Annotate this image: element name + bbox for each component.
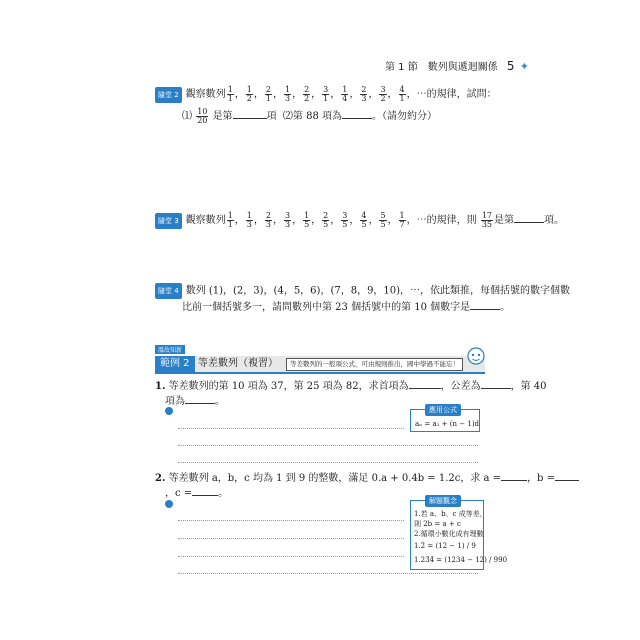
separator: ，	[272, 215, 283, 226]
denominator: 5	[323, 220, 329, 229]
question-text: 等差數列 a，b，c 均為 1 到 9 的整數，滿足 0.a + 0.4b = 1.2c，求 a =	[168, 473, 502, 484]
numerator: 3	[380, 85, 386, 94]
separator: ，	[330, 215, 341, 226]
section-title: 第 1 節 數列與遞迴關係	[385, 62, 498, 73]
answer-blank[interactable]	[514, 212, 544, 223]
example-2	[155, 470, 579, 486]
question-end: 項。	[544, 215, 564, 226]
denominator: 1	[227, 94, 233, 103]
fraction: $\frac{17}{35}$	[481, 211, 492, 229]
denominator: 2	[380, 94, 386, 103]
numerator: 4	[399, 85, 405, 94]
separator: ，	[234, 89, 245, 100]
answer-line	[178, 428, 404, 429]
question-text: ，b =	[527, 473, 556, 484]
answer-blank[interactable]	[481, 378, 511, 389]
denominator: 7	[399, 220, 405, 229]
numerator: 2	[323, 211, 329, 220]
numerator: 4	[361, 211, 367, 220]
part-2-text: ⑵第 88 項為	[282, 111, 343, 122]
part-1-end: 項	[266, 111, 277, 122]
question-tag: 隨堂 2	[155, 87, 182, 103]
numerator: 3	[342, 211, 348, 220]
answer-line	[178, 445, 478, 446]
separator: ，	[368, 89, 379, 100]
part-1-text: 是第	[212, 111, 233, 122]
answer-line	[178, 538, 404, 539]
denominator: 2	[246, 94, 252, 103]
answer-blank[interactable]	[185, 393, 215, 404]
numerator: 1	[304, 211, 310, 220]
question-line-1: 數列 (1)，(2，3)，(4，5，6)，(7，8，9，10)，⋯，依此類推，每個括號的數字個數	[185, 285, 571, 297]
fraction	[322, 212, 329, 229]
separator: ，	[368, 215, 379, 226]
numerator: 2	[265, 85, 271, 94]
question-text: ，第 40	[510, 381, 547, 392]
fraction	[246, 86, 253, 103]
denominator: 5	[342, 220, 348, 229]
fraction	[379, 86, 386, 103]
question-tail: ，⋯的規律，試問：	[406, 89, 497, 100]
answer-line	[178, 520, 404, 521]
question-lead: 觀察數列	[185, 89, 226, 100]
fraction	[341, 86, 348, 103]
numerator: 5	[380, 211, 386, 220]
tip-line: 則 2b = a + c	[414, 520, 461, 528]
fraction-sequence	[226, 211, 407, 229]
denominator: 3	[265, 220, 271, 229]
answer-blank[interactable]	[470, 299, 500, 310]
fraction	[379, 212, 386, 229]
formula: aₙ = a₁ + (n − 1)d	[415, 420, 480, 428]
fraction	[265, 86, 272, 103]
answer-blank[interactable]	[342, 108, 372, 119]
question-end: 。	[218, 488, 229, 499]
fraction	[246, 212, 253, 229]
answer-line	[178, 462, 478, 463]
numerator: 2	[304, 85, 310, 94]
numerator: 1	[399, 211, 405, 220]
example-title: 等差數列（複習）	[198, 358, 278, 369]
denominator: 3	[246, 220, 252, 229]
fraction	[360, 212, 367, 229]
numerator: 1	[227, 85, 233, 94]
question-2	[155, 86, 497, 103]
item-number: 1.	[155, 381, 166, 392]
question-end: 。	[500, 302, 511, 313]
fraction	[284, 212, 291, 229]
numerator: 1	[227, 211, 233, 220]
tips-box	[410, 497, 508, 570]
example-1-line-2	[165, 393, 225, 409]
fraction	[303, 212, 310, 229]
fraction	[265, 212, 272, 229]
question-line-2: 比前一個括號多一，請問數列中第 23 個括號中的第 10 個數字是	[182, 302, 471, 313]
fraction	[360, 86, 367, 103]
page-header	[385, 58, 529, 73]
question-lead: 觀察數列	[185, 215, 226, 226]
numerator: 1	[246, 85, 252, 94]
separator: ，	[234, 215, 245, 226]
formula-box	[410, 406, 480, 432]
question-text: 等差數列的第 10 項為 37，第 25 項為 82，求首項為	[168, 381, 409, 392]
fraction-sequence	[226, 85, 407, 103]
question-2-parts	[182, 108, 437, 125]
formula-box-title: 應用公式	[425, 404, 461, 416]
separator: ，	[387, 89, 398, 100]
tips-box-title: 解題觀念	[425, 495, 461, 507]
star-icon: ✦	[519, 60, 529, 73]
question-tail: ，⋯的規律，則	[406, 215, 477, 226]
denominator: 4	[342, 94, 348, 103]
separator: ，	[311, 89, 322, 100]
denominator: 1	[399, 94, 405, 103]
denominator: 5	[304, 220, 310, 229]
item-number: 2.	[155, 473, 166, 484]
answer-blank[interactable]	[192, 485, 218, 496]
tip-line: 2.循環小數化成有理數	[414, 530, 484, 538]
question-tag: 隨堂 4	[155, 283, 182, 299]
fraction	[341, 212, 348, 229]
denominator: 1	[265, 94, 271, 103]
question-end: 。	[215, 396, 225, 407]
question-tag: 隨堂 3	[155, 213, 182, 229]
separator: ，	[311, 215, 322, 226]
separator: ，	[253, 89, 264, 100]
answer-blank[interactable]	[233, 108, 267, 119]
fraction	[227, 86, 234, 103]
fraction: $\frac{10}{20}$	[197, 107, 208, 125]
fraction	[227, 212, 234, 229]
question-text: ，c =	[165, 488, 193, 499]
separator: ，	[272, 89, 283, 100]
question-text: ，公差為	[440, 381, 481, 392]
example-1	[155, 378, 547, 394]
separator: ，	[349, 215, 360, 226]
denominator: 3	[361, 94, 367, 103]
separator: ，	[330, 89, 341, 100]
page-number: 5	[506, 59, 515, 73]
question-3	[155, 212, 564, 229]
fraction	[399, 86, 406, 103]
answer-blank[interactable]	[501, 470, 527, 481]
numerator: 1	[342, 85, 348, 94]
denominator: 3	[284, 220, 291, 229]
separator: ，	[292, 215, 303, 226]
numerator: 2	[265, 211, 271, 220]
separator: ，	[387, 215, 398, 226]
question-text: 項為	[165, 396, 185, 407]
solution-marker-icon	[165, 500, 173, 508]
denominator: 5	[361, 220, 367, 229]
part-1-label: ⑴	[182, 111, 192, 122]
example-note: 等差數列的一般項公式，可由規則推出，國中學過不能忘！	[286, 358, 463, 371]
denominator: 1	[227, 220, 233, 229]
fraction	[303, 86, 310, 103]
answer-blank[interactable]	[409, 378, 441, 389]
answer-line	[178, 573, 478, 574]
tip-line: 1.2̄ = (12 − 1) / 9	[414, 542, 476, 550]
answer-line	[178, 556, 404, 557]
solution-marker-icon	[165, 407, 173, 415]
fraction	[284, 86, 291, 103]
tip-line: 1.23̄4̄ = (1234 − 12) / 990	[414, 556, 508, 564]
separator: ，	[349, 89, 360, 100]
fraction	[399, 212, 406, 229]
part-2-end: 。（請勿約分）	[372, 111, 438, 122]
separator: ，	[253, 215, 264, 226]
question-4	[155, 283, 570, 299]
denominator: 1	[323, 94, 329, 103]
numerator: 1	[284, 85, 291, 94]
fraction	[322, 86, 329, 103]
denominator: 2	[304, 94, 310, 103]
numerator: 3	[323, 85, 329, 94]
numerator: 1	[246, 211, 252, 220]
numerator: 3	[284, 211, 291, 220]
separator: ，	[292, 89, 303, 100]
example-2-line-2	[165, 485, 228, 501]
numerator: 2	[361, 85, 367, 94]
example-label: 範例 2	[155, 356, 195, 372]
tip-line: 1.若 a、b、c 成等差，	[414, 510, 487, 518]
denominator: 5	[380, 220, 386, 229]
question-text: 是第	[494, 215, 514, 226]
denominator: 3	[284, 94, 291, 103]
section-tag: 溫故知新	[155, 345, 185, 354]
mascot-icon	[466, 346, 486, 366]
answer-blank[interactable]	[555, 470, 579, 481]
question-4-line-2	[182, 299, 510, 315]
